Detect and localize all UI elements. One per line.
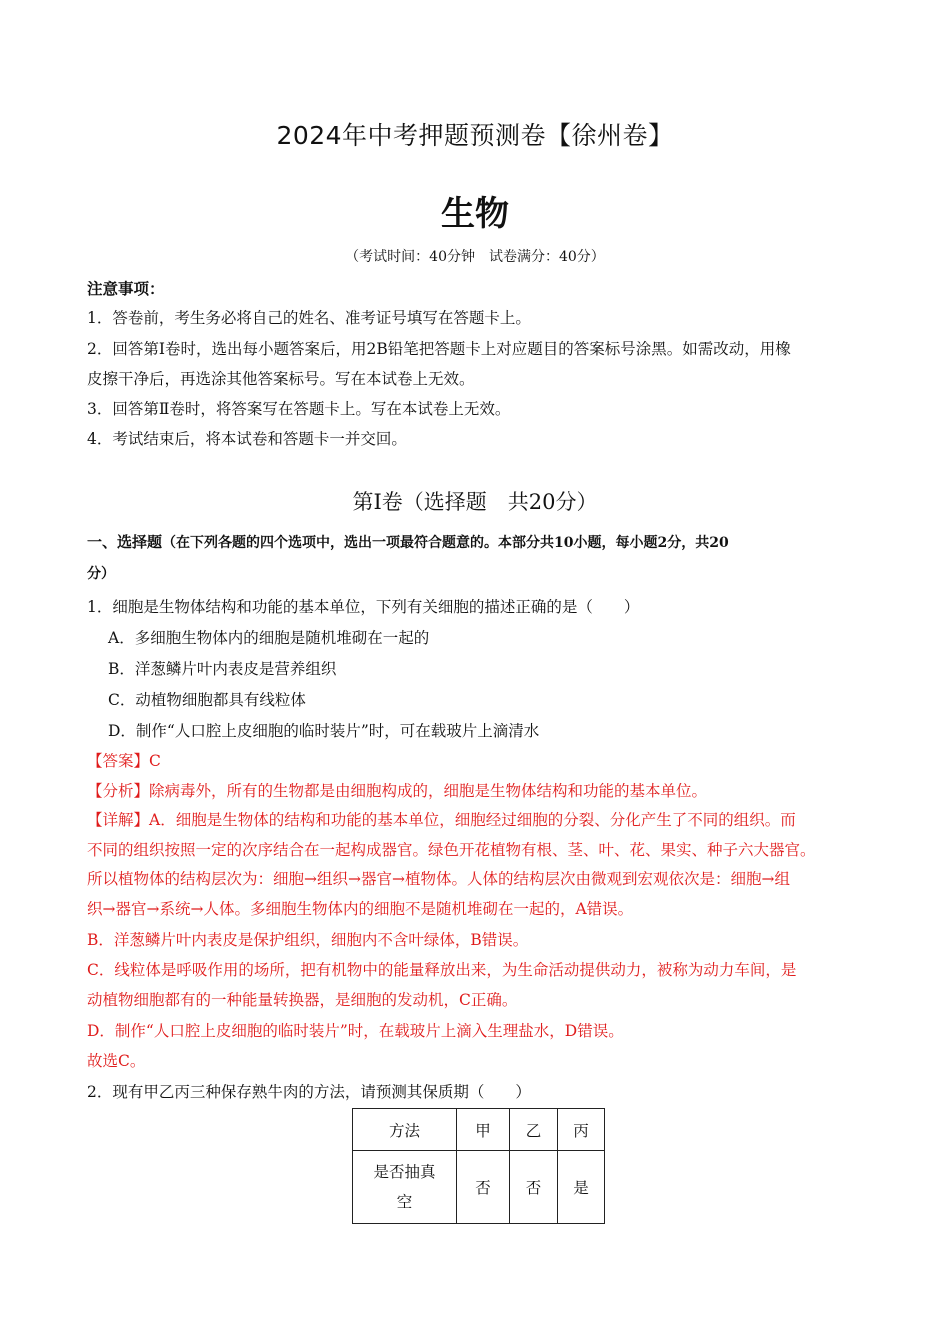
preservation-table <box>352 1108 605 1224</box>
table-row <box>353 1151 605 1224</box>
option-a: A．多细胞生物体内的细胞是随机堆砌在一起的 <box>108 629 430 647</box>
table-header-cell: 丙 <box>558 1109 605 1151</box>
row-label-line: 是否抽真 <box>373 1163 436 1181</box>
question-stem: 2．现有甲乙丙三种保存熟牛肉的方法，请预测其保质期（ ） <box>87 1083 531 1101</box>
table-header-row <box>353 1109 605 1151</box>
part-description: （在下列各题的四个选项中，选出一项最符合题意的。本部分共10小题，每小题2分，共20 <box>162 535 729 551</box>
detail-line: 动植物细胞都有的一种能量转换器，是细胞的发动机，C正确。 <box>87 991 518 1009</box>
option-c: C．动植物细胞都具有线粒体 <box>108 691 306 709</box>
table-row-label <box>353 1151 457 1224</box>
answer-value: C <box>149 752 161 770</box>
detail-line: D．制作“人口腔上皮细胞的临时装片”时，在载玻片上滴入生理盐水，D错误。 <box>87 1022 624 1040</box>
detail-line: 不同的组织按照一定的次序结合在一起构成器官。绿色开花植物有根、茎、叶、花、果实、种子六大器官。 <box>87 841 816 859</box>
answer-tag: 【答案】 <box>87 752 150 770</box>
notes-heading: 注意事项： <box>87 279 165 298</box>
analysis-text: 除病毒外，所有的生物都是由细胞构成的，细胞是生物体结构和功能的基本单位。 <box>149 782 708 800</box>
option-d: D．制作“人口腔上皮细胞的临时装片”时，可在载玻片上滴清水 <box>108 722 540 740</box>
detail-text: A．细胞是生物体的结构和功能的基本单位，细胞经过细胞的分裂、分化产生了不同的组织。而 <box>149 811 796 829</box>
detail-line: 所以植物体的结构层次为：细胞→组织→器官→植物体。人体的结构层次由微观到宏观依次是：细胞→组 <box>87 870 790 888</box>
section-title: 第Ⅰ卷（选择题 共20分） <box>352 490 598 514</box>
row-label-line: 空 <box>396 1193 413 1211</box>
part-label: 一、选择题 <box>87 533 163 551</box>
analysis-tag: 【分析】 <box>87 782 150 800</box>
table-cell: 是 <box>558 1151 605 1224</box>
question-stem: 1．细胞是生物体结构和功能的基本单位，下列有关细胞的描述正确的是（ ） <box>87 598 640 616</box>
detail-line: B．洋葱鳞片叶内表皮是保护组织，细胞内不含叶绿体，B错误。 <box>87 931 529 949</box>
note-line: 2．回答第Ⅰ卷时，选出每小题答案后，用2B铅笔把答题卡上对应题目的答案标号涂黑。如需改动，用橡 <box>87 340 791 358</box>
part-description-cont: 分） <box>87 566 115 582</box>
note-line: 皮擦干净后，再选涂其他答案标号。写在本试卷上无效。 <box>87 370 475 388</box>
detail-tag: 【详解】 <box>87 811 150 829</box>
table-cell: 否 <box>510 1151 558 1224</box>
subject-title: 生物 <box>441 194 509 234</box>
answer-line <box>87 749 161 771</box>
analysis-line <box>87 779 707 801</box>
exam-info: （考试时间：40分钟 试卷满分：40分） <box>345 249 605 265</box>
detail-line: C．线粒体是呼吸作用的场所，把有机物中的能量释放出来，为生命活动提供动力，被称为动力车间，是 <box>87 961 797 979</box>
exam-title: 2024年中考押题预测卷【徐州卷】 <box>276 121 674 150</box>
table-header-cell: 乙 <box>510 1109 558 1151</box>
note-line: 1．答卷前，考生务必将自己的姓名、准考证号填写在答题卡上。 <box>87 309 531 327</box>
detail-line <box>87 808 796 830</box>
conclusion-line: 故选C。 <box>87 1052 146 1070</box>
table-cell: 否 <box>457 1151 510 1224</box>
part-header <box>87 531 729 552</box>
option-b: B．洋葱鳞片叶内表皮是营养组织 <box>108 660 337 678</box>
note-line: 4．考试结束后，将本试卷和答题卡一并交回。 <box>87 430 407 448</box>
detail-line: 织→器官→系统→人体。多细胞生物体内的细胞不是随机堆砌在一起的，A错误。 <box>87 900 634 918</box>
table-header-cell: 甲 <box>457 1109 510 1151</box>
table-header-cell: 方法 <box>353 1109 457 1151</box>
note-line: 3．回答第Ⅱ卷时，将答案写在答题卡上。写在本试卷上无效。 <box>87 400 511 418</box>
